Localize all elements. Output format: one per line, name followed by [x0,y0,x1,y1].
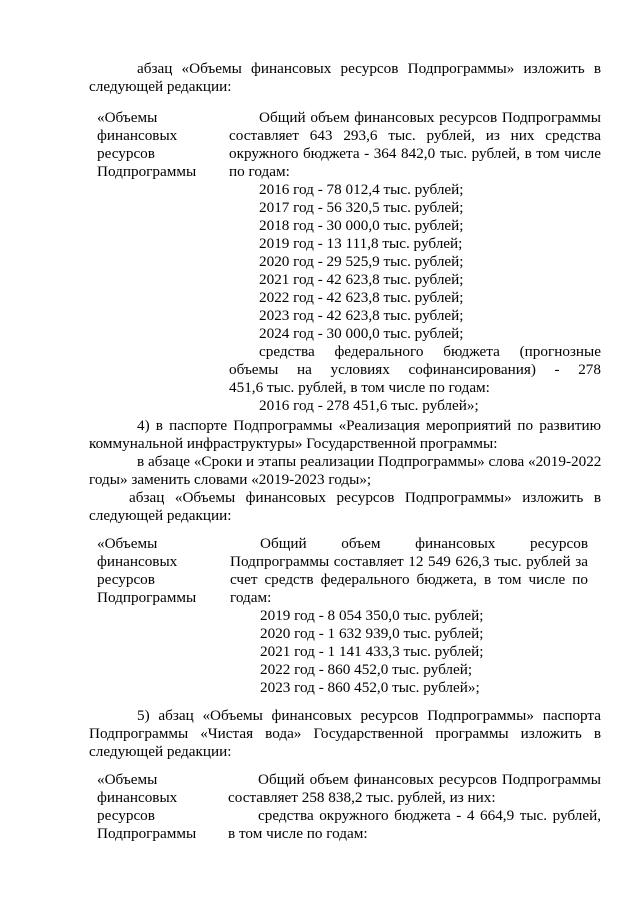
intro-paragraph [89,60,601,96]
year-row: 2016 год - 78 012,4 тыс. рублей; [259,181,464,198]
year-list [229,181,601,343]
item-4b-paragraph [89,489,601,525]
text-line: 4) в паспорте Подпрограммы «Реализация мероприятий по развитию [137,417,601,434]
year-row: 2023 год - 42 623,8 тыс. рублей; [259,307,464,324]
year-row: 2023 год - 860 452,0 тыс. рублей»; [260,679,480,696]
year-row: 2020 год - 29 525,9 тыс. рублей; [259,253,464,270]
text-line: 451,6 тыс. рублей, в том числе по годам: [229,379,490,396]
text-line: следующей редакции: [89,507,232,524]
text-line: абзац «Объемы финансовых ресурсов Подпрограммы» изложить в [137,60,601,77]
text-line: абзац «Объемы финансовых ресурсов Подпрограммы» изложить в [129,489,601,506]
text-line: составляет 258 838,2 тыс. рублей, из них: [228,789,496,806]
year-row: 2019 год - 8 054 350,0 тыс. рублей; [260,607,484,624]
text-line: по годам: [229,163,290,180]
text-line: Подпрограммы «Чистая вода» Государственной программы изложить в [89,725,601,742]
text-line: счет средств федерального бюджета, в том числе по [230,571,588,588]
text-line: окружного бюджета - 364 842,0 тыс. рублей, в том числе [229,145,601,162]
text-line: в том числе по годам: [228,825,368,842]
text-line: годам: [230,589,272,606]
text-line: коммунальной инфраструктуры» Государственной программы: [89,435,498,452]
text-line: средства окружного бюджета - 4 664,9 тыс. рублей, [258,807,601,824]
year-row: 2021 год - 42 623,8 тыс. рублей; [259,271,464,288]
item-5-paragraph [89,707,601,761]
text-line: годы» заменить словами «2019-2023 годы»; [89,471,372,488]
text-line: Общий объем финансовых ресурсов [260,535,588,552]
item-4-paragraph [89,417,601,453]
text-line: в абзаце «Сроки и этапы реализации Подпрограммы» слова «2019-2022 [137,453,602,470]
text-line: составляет 643 293,6 тыс. рублей, из них средства [229,127,601,144]
text-line: Подпрограммы составляет 12 549 626,3 тыс. рублей за [230,553,588,570]
year-row: 2020 год - 1 632 939,0 тыс. рублей; [260,625,484,642]
item-4a-paragraph [89,453,601,489]
table-content [230,535,588,697]
table-label: «Объемы финансовых ресурсов Подпрограммы [97,771,197,842]
year-row: 2018 год - 30 000,0 тыс. рублей; [259,217,464,234]
year-row: 2024 год - 30 000,0 тыс. рублей; [259,325,464,342]
text-line: следующей редакции: [89,78,232,95]
table-content [228,771,601,843]
text-line: 5) абзац «Объемы финансовых ресурсов Подпрограммы» паспорта [137,707,601,724]
year-row: 2019 год - 13 111,8 тыс. рублей; [259,235,463,252]
text-line: следующей редакции: [89,743,232,760]
table-label: «Объемы финансовых ресурсов Подпрограммы [97,535,197,606]
text-line: Общий объем финансовых ресурсов Подпрограммы [259,109,601,126]
text-line: Общий объем финансовых ресурсов Подпрограммы [258,771,601,788]
table-label: «Объемы финансовых ресурсов Подпрограммы [97,109,197,180]
year-row: 2017 год - 56 320,5 тыс. рублей; [259,199,464,216]
text-line: средства федерального бюджета (прогнозные [259,343,601,360]
year-row: 2021 год - 1 141 433,3 тыс. рублей; [260,643,484,660]
year-row: 2022 год - 860 452,0 тыс. рублей; [260,661,473,678]
year-list [230,607,588,697]
year-row: 2022 год - 42 623,8 тыс. рублей; [259,289,464,306]
year-row: 2016 год - 278 451,6 тыс. рублей»; [259,397,479,414]
text-line: объемы на условиях софинансирования) - 278 [229,361,601,378]
table-content [229,109,601,415]
